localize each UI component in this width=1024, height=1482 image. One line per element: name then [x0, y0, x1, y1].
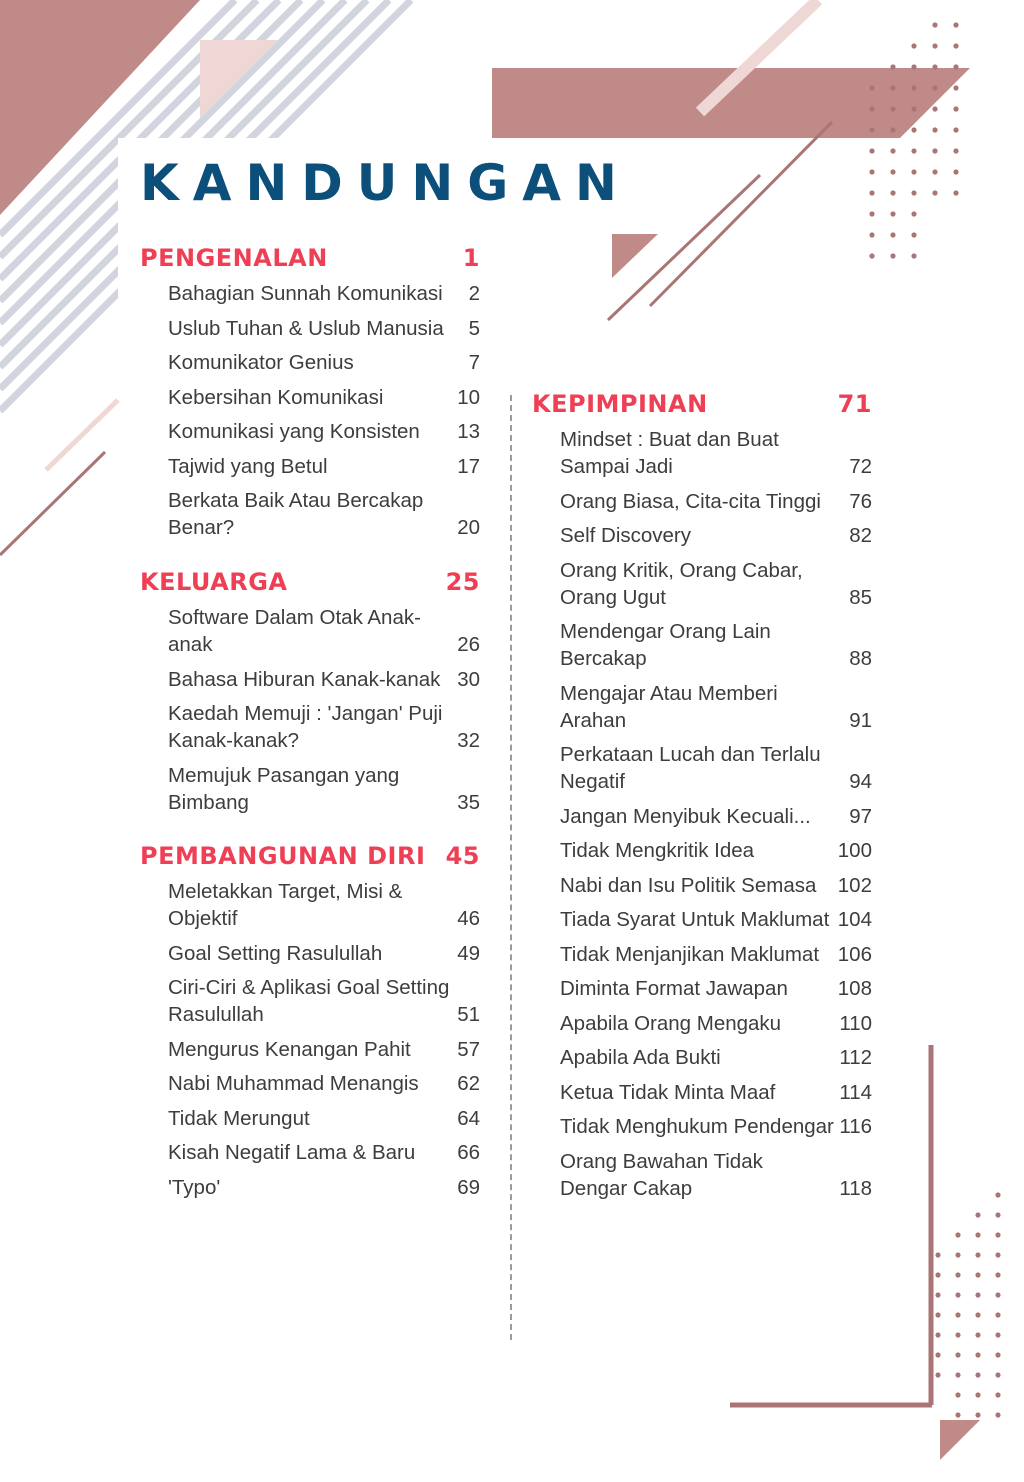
decor-dot [995, 1412, 1000, 1417]
toc-entry[interactable]: 'Typo' 69 [168, 1175, 480, 1199]
toc-entry[interactable]: Ketua Tidak Minta Maaf 114 [560, 1080, 872, 1104]
decor-dot [955, 1312, 960, 1317]
decor-dot [932, 85, 937, 90]
toc-entry[interactable]: Bahasa Hiburan Kanak-kanak 30 [168, 667, 480, 691]
column-divider [510, 395, 512, 1340]
toc-entry[interactable]: Uslub Tuhan & Uslub Manusia 5 [168, 316, 480, 340]
decor-dot [911, 43, 916, 48]
toc-entry[interactable]: Mindset : Buat dan Buat Sampai Jadi 72 [560, 428, 872, 478]
decor-dot [890, 211, 895, 216]
decor-dot [890, 148, 895, 153]
decor-dot [955, 1272, 960, 1277]
toc-entry[interactable]: Orang Kritik, Orang Cabar, Orang Ugut 85 [560, 558, 872, 609]
decor-dot [995, 1372, 1000, 1377]
section-heading [532, 390, 872, 426]
toc-entry[interactable]: Tidak Merungut 64 [168, 1106, 480, 1130]
decor-dot [911, 148, 916, 153]
decor-dot [995, 1312, 1000, 1317]
decor-dot [953, 43, 958, 48]
decor-dot [869, 253, 874, 258]
decor-dot [995, 1292, 1000, 1297]
toc-entry[interactable]: Goal Setting Rasulullah 49 [168, 941, 480, 965]
dot-grid-top [869, 22, 958, 258]
decor-dot [890, 127, 895, 132]
decor-dot [995, 1232, 1000, 1237]
toc-entry[interactable]: Mengurus Kenangan Pahit 57 [168, 1037, 480, 1061]
decor-dot [995, 1192, 1000, 1197]
decor-dot [911, 64, 916, 69]
dot-grid-bottom [935, 1192, 1000, 1417]
decor-dot [953, 22, 958, 27]
toc-entry[interactable]: Berkata Baik Atau Bercakap Benar? 20 [168, 489, 480, 539]
toc-entry[interactable]: Kisah Negatif Lama & Baru 66 [168, 1141, 480, 1164]
toc-entry[interactable]: Memujuk Pasangan yang Bimbang 35 [168, 763, 480, 814]
decor-dot [953, 190, 958, 195]
toc-entry[interactable]: Apabila Orang Mengaku 110 [560, 1011, 872, 1035]
decor-dot [932, 190, 937, 195]
decor-dot [935, 1352, 940, 1357]
decor-dot [932, 148, 937, 153]
decor-dot [932, 43, 937, 48]
decor-dot [911, 232, 916, 237]
section-page: 45 [445, 842, 480, 870]
decor-dot [975, 1312, 980, 1317]
decor-dot [975, 1352, 980, 1357]
decor-dot [911, 169, 916, 174]
decor-dot [975, 1412, 980, 1417]
decor-dot [911, 190, 916, 195]
entry-list [532, 426, 872, 1202]
section-kepimpinan [532, 390, 872, 1209]
decor-dot [911, 253, 916, 258]
decor-dot [975, 1232, 980, 1237]
small-triangle [612, 234, 658, 278]
decor-dot [932, 127, 937, 132]
toc-entry[interactable]: Meletakkan Target, Misi & Objektif 46 [168, 880, 480, 930]
decor-dot [911, 85, 916, 90]
decor-dot [953, 148, 958, 153]
toc-entry[interactable]: Tiada Syarat Untuk Maklumat 104 [560, 908, 872, 931]
decor-dot [975, 1252, 980, 1257]
decor-dot [953, 64, 958, 69]
toc-entry[interactable]: Komunikator Genius 7 [168, 351, 480, 374]
toc-entry[interactable]: Self Discovery 82 [560, 524, 872, 547]
decor-dot [953, 106, 958, 111]
section-title: PEMBANGUNAN DIRI [140, 842, 426, 870]
decor-dot [995, 1252, 1000, 1257]
decor-dot [935, 1312, 940, 1317]
section-title: PENGENALAN [140, 244, 328, 272]
decor-dot [911, 211, 916, 216]
decor-dot [995, 1272, 1000, 1277]
decor-dot [932, 169, 937, 174]
toc-entry[interactable]: Jangan Menyibuk Kecuali... 97 [560, 804, 872, 828]
decor-dot [975, 1332, 980, 1337]
decor-dot [995, 1392, 1000, 1397]
toc-entry[interactable]: Komunikasi yang Konsisten 13 [168, 420, 480, 443]
decor-dot [955, 1392, 960, 1397]
toc-entry[interactable]: Perkataan Lucah dan Terlalu Negatif 94 [560, 743, 872, 793]
toc-entry[interactable]: Mengajar Atau Memberi Arahan 91 [560, 681, 872, 732]
section-page: 71 [837, 390, 872, 418]
decor-dot [869, 211, 874, 216]
decor-dot [955, 1292, 960, 1297]
toc-entry[interactable]: Ciri-Ciri & Aplikasi Goal Setting Rasulullah 51 [168, 976, 480, 1026]
section-keluarga [140, 568, 480, 823]
decor-dot [890, 106, 895, 111]
decor-dot [995, 1212, 1000, 1217]
decor-dot [869, 148, 874, 153]
section-heading [140, 842, 480, 878]
entry-list [140, 604, 480, 816]
entry-list [140, 280, 480, 541]
section-title: KEPIMPINAN [532, 390, 708, 418]
section-page: 25 [445, 568, 480, 596]
toc-entry[interactable]: Tidak Menjanjikan Maklumat 106 [560, 942, 872, 966]
decor-dot [975, 1292, 980, 1297]
section-title: KELUARGA [140, 568, 288, 596]
toc-entry[interactable]: Software Dalam Otak Anak-anak 26 [168, 606, 480, 656]
entry-list [140, 878, 480, 1201]
toc-entry[interactable]: Kaedah Memuji : 'Jangan' Puji Kanak-kanak? 32 [168, 702, 480, 752]
decor-dot [975, 1372, 980, 1377]
decor-dot [975, 1272, 980, 1277]
decor-dot [890, 64, 895, 69]
decor-dot [955, 1332, 960, 1337]
section-heading [140, 568, 480, 604]
decor-dot [953, 85, 958, 90]
decor-dot [890, 169, 895, 174]
toc-entry[interactable]: Tidak Mengkritik Idea 100 [560, 839, 872, 862]
decor-dot [890, 190, 895, 195]
decor-dot [955, 1412, 960, 1417]
toc-entry[interactable]: Bahagian Sunnah Komunikasi 2 [168, 282, 480, 305]
decor-dot [935, 1272, 940, 1277]
decor-dot [869, 127, 874, 132]
decor-dot [953, 169, 958, 174]
toc-entry[interactable]: Orang Biasa, Cita-cita Tinggi 76 [560, 489, 872, 513]
toc-entry[interactable]: Tidak Menghukum Pendengar 116 [560, 1115, 872, 1138]
decor-dot [955, 1352, 960, 1357]
decor-dot [955, 1232, 960, 1237]
section-page: 1 [462, 244, 480, 272]
decor-dot [869, 190, 874, 195]
decor-dot [890, 232, 895, 237]
toc-entry[interactable]: Diminta Format Jawapan 108 [560, 977, 872, 1000]
toc-entry[interactable]: Orang Bawahan Tidak Dengar Cakap 118 [560, 1149, 872, 1200]
decor-dot [869, 85, 874, 90]
decor-dot [932, 64, 937, 69]
decor-dot [935, 1372, 940, 1377]
decor-dot [975, 1392, 980, 1397]
decor-dot [955, 1372, 960, 1377]
decor-dot [975, 1212, 980, 1217]
decor-dot [869, 106, 874, 111]
toc-entry[interactable]: Mendengar Orang Lain Bercakap 88 [560, 620, 872, 670]
toc-entry[interactable]: Apabila Ada Bukti 112 [560, 1046, 872, 1069]
decor-dot [911, 106, 916, 111]
decor-dot [995, 1332, 1000, 1337]
decor-dot [953, 127, 958, 132]
toc-entry[interactable]: Nabi dan Isu Politik Semasa 102 [560, 873, 872, 897]
decor-dot [911, 127, 916, 132]
decor-dot [955, 1252, 960, 1257]
toc-entry[interactable]: Kebersihan Komunikasi 10 [168, 385, 480, 409]
decor-dot [935, 1252, 940, 1257]
decor-dot [869, 169, 874, 174]
section-pembangunan-diri [140, 842, 480, 1208]
decor-dot [935, 1292, 940, 1297]
decor-dot [932, 106, 937, 111]
toc-entry[interactable]: Tajwid yang Betul 17 [168, 454, 480, 478]
decor-dot [890, 85, 895, 90]
decor-dot [932, 22, 937, 27]
decor-dot [935, 1332, 940, 1337]
toc-entry[interactable]: Nabi Muhammad Menangis 62 [168, 1072, 480, 1095]
decor-dot [995, 1352, 1000, 1357]
decor-dot [869, 232, 874, 237]
bottom-triangle [940, 1420, 980, 1460]
page-title: KANDUNGAN [140, 154, 631, 212]
section-heading [140, 244, 480, 280]
section-pengenalan [140, 244, 480, 549]
decor-dot [890, 253, 895, 258]
